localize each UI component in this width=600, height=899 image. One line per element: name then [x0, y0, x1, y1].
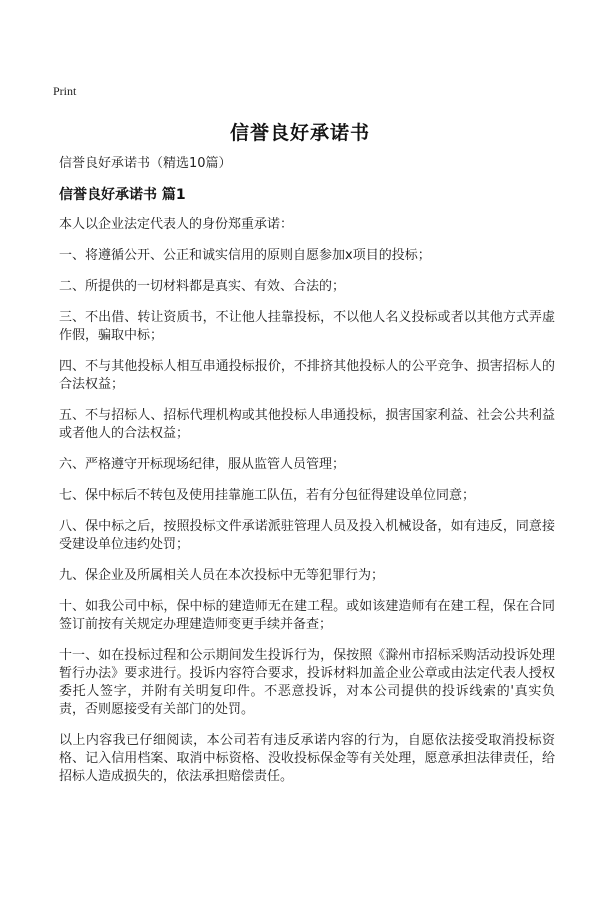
paragraph-item-9: 九、保企业及所属相关人员在本次投标中无等犯罪行为；	[59, 568, 385, 583]
document-title: 信誉良好承诺书	[229, 122, 370, 144]
paragraph-item-2: 二、所提供的一切材料都是真实、有效、合法的；	[59, 279, 346, 294]
paragraph-intro: 本人以企业法定代表人的身份郑重承诺：	[59, 217, 294, 232]
paragraph-item-5: 五、不与招标人、招标代理机构或其他投标人串通投标，损害国家利益、社会公共利益或者他人的合法权益；	[59, 408, 555, 441]
paragraph-closing: 以上内容我已仔细阅读，本公司若有违反承诺内容的行为，自愿依法接受取消投标资格、记入信用档案、取消中标资格、没收投标保金等有关处理，愿意承担法律责任，给招标人造成损失的，依法承担赔偿责任。	[59, 733, 555, 784]
paragraph-item-11: 十一、如在投标过程和公示期间发生投诉行为，保按照《滁州市招标采购活动投诉处理暂行办法》要求进行。投诉内容符合要求，投诉材料加盖企业公章或由法定代表人授权委托人签字，并附有关明复印件。不恶意投诉，对本公司提供的投诉线索的'真实负责，否则愿接受有关部门的处罚。	[59, 648, 555, 717]
paragraph-item-10: 十、如我公司中标，保中标的建造师无在建工程。或如该建造师有在建工程，保在合同签订前按有关规定办理建造师变更手续并备查；	[59, 599, 555, 632]
document-body	[59, 216, 555, 799]
paragraph-item-6: 六、严格遵守开标现场纪律，服从监管人员管理；	[59, 457, 346, 472]
print-label: Print	[53, 84, 77, 98]
paragraph-item-7: 七、保中标后不转包及使用挂靠施工队伍，若有分包征得建设单位同意；	[59, 488, 476, 503]
paragraph-item-8: 八、保中标之后，按照投标文件承诺派驻管理人员及投入机械设备，如有违反，同意接受建设单位违约处罚；	[59, 519, 555, 552]
paragraph-item-3: 三、不出借、转让资质书，不让他人挂靠投标，不以他人名义投标或者以其他方式弄虚作假，骗取中标；	[59, 310, 555, 343]
document-subtitle: 信誉良好承诺书（精选10篇）	[59, 156, 232, 171]
paragraph-item-1: 一、将遵循公开、公正和诚实信用的原则自愿参加x项目的投标；	[59, 248, 431, 263]
paragraph-item-4: 四、不与其他投标人相互串通投标报价，不排挤其他投标人的公平竞争、损害招标人的合法权益；	[59, 359, 555, 392]
section-heading: 信誉良好承诺书 篇1	[59, 187, 186, 203]
